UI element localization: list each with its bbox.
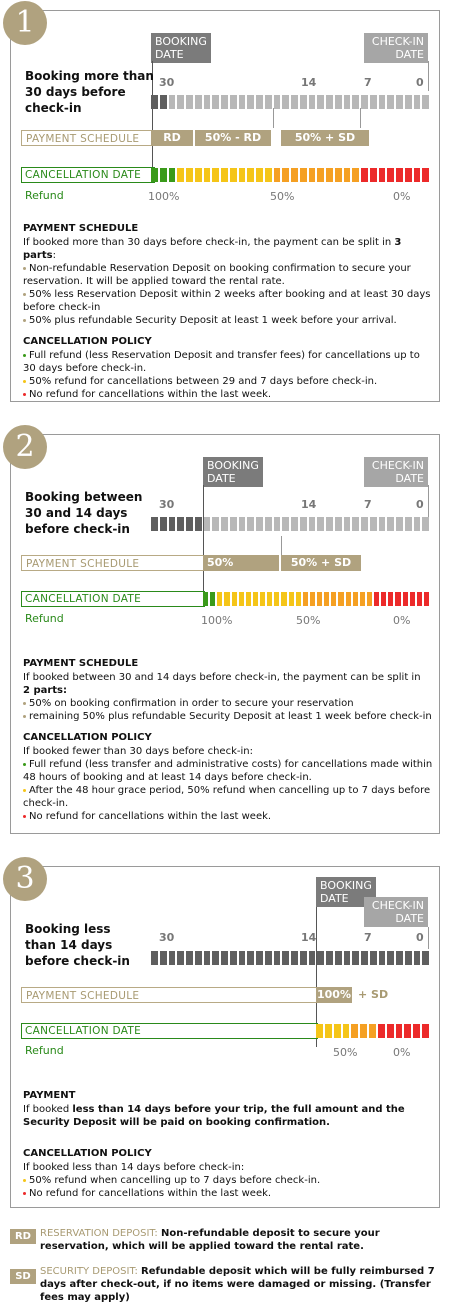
bar-segment <box>387 1024 394 1038</box>
bar-segment <box>186 95 193 109</box>
bar-segment <box>360 1024 367 1038</box>
bar-segment <box>221 95 228 109</box>
bar-segment <box>403 592 408 606</box>
payment-schedule-heading: PAYMENT SCHEDULE <box>23 658 139 669</box>
bar-segment <box>422 951 429 965</box>
bar-segment <box>186 951 193 965</box>
bar-segment <box>151 951 158 965</box>
bar-segment <box>282 517 289 531</box>
bar-segment <box>195 95 202 109</box>
bar-segment <box>151 517 158 531</box>
bar-segment <box>387 517 394 531</box>
bar-segment <box>281 592 286 606</box>
bar-segment <box>335 168 342 182</box>
bar-segment <box>352 517 359 531</box>
bar-segment <box>309 95 316 109</box>
bar-segment <box>344 517 351 531</box>
bar-segment <box>177 951 184 965</box>
bar-segment <box>324 592 329 606</box>
bar-segment <box>326 168 333 182</box>
pct-100: 100% <box>148 190 180 203</box>
bar-segment <box>160 95 167 109</box>
bar-segment <box>274 95 281 109</box>
bar-segment <box>414 168 421 182</box>
bar-segment <box>317 95 324 109</box>
bar-segment <box>370 517 377 531</box>
payment-intro: If booked less than 14 days before your trip, the full amount and the Security Deposit will be paid on booking confirmation. <box>23 1104 405 1128</box>
bar-segment <box>265 951 272 965</box>
cancellation-policy-heading: CANCELLATION POLICY <box>23 336 152 347</box>
bar-segment <box>246 592 251 606</box>
bar-segment <box>369 1024 376 1038</box>
bar-segment <box>177 517 184 531</box>
tick-30: 30 <box>159 498 175 511</box>
bar-segment <box>239 592 244 606</box>
bar-segment <box>274 592 279 606</box>
bar-segment <box>300 95 307 109</box>
tick-0: 0 <box>416 76 424 89</box>
bar-segment <box>338 592 343 606</box>
bar-segment <box>195 951 202 965</box>
check-in-date-header: CHECK-IN DATE <box>364 457 428 487</box>
bar-segment <box>204 517 211 531</box>
bar-segment <box>367 592 372 606</box>
bar-segment <box>169 951 176 965</box>
bar-segment <box>224 592 229 606</box>
rd-legend-text: RESERVATION DEPOSIT: Non-refundable deposit to secure your reservation, which will be applied toward the rental rate. <box>40 1228 380 1252</box>
pct-100: 100% <box>201 614 233 627</box>
bar-segment <box>387 95 394 109</box>
bar-segment <box>274 517 281 531</box>
bar-segment <box>381 592 386 606</box>
bar-segment <box>326 95 333 109</box>
bar-segment <box>331 592 336 606</box>
payment-segment-100: 100% <box>317 988 351 1001</box>
bar-segment <box>247 168 254 182</box>
bar-segment <box>379 95 386 109</box>
bar-segment <box>256 168 263 182</box>
bar-segment <box>210 592 215 606</box>
bar-segment <box>169 168 176 182</box>
bar-segment <box>310 592 315 606</box>
bar-segment <box>239 951 246 965</box>
bar-segment <box>317 168 324 182</box>
bar-segment <box>256 95 263 109</box>
tick-14: 14 <box>301 76 317 89</box>
section-1-panel <box>10 5 440 402</box>
bar-segment <box>265 517 272 531</box>
policy-item: No refund for cancellations within the last week. <box>23 388 433 401</box>
bar-segment <box>387 168 394 182</box>
bar-segment <box>414 95 421 109</box>
bar-segment <box>230 517 237 531</box>
booking-date-header: BOOKING DATE <box>151 33 211 63</box>
payment-segment-50-sd: 50% + SD <box>281 555 361 571</box>
section-3-panel <box>10 861 440 1208</box>
tick-0: 0 <box>416 498 424 511</box>
bar-segment <box>405 168 412 182</box>
bar-segment <box>422 95 429 109</box>
bar-segment <box>361 951 368 965</box>
bar-segment <box>335 951 342 965</box>
bar-segment <box>265 168 272 182</box>
bar-segment <box>282 951 289 965</box>
bar-segment <box>212 95 219 109</box>
bar-segment <box>344 168 351 182</box>
policy-intro: If booked less than 14 days before check-in: <box>23 1162 245 1173</box>
tick-7: 7 <box>364 498 372 511</box>
bar-segment <box>335 95 342 109</box>
bar-segment <box>317 592 322 606</box>
bar-segment <box>343 1024 350 1038</box>
bar-segment <box>396 1024 403 1038</box>
bar-segment <box>334 1024 341 1038</box>
bar-segment <box>361 517 368 531</box>
bar-segment <box>303 592 308 606</box>
cancellation-policy-heading: CANCELLATION POLICY <box>23 1148 152 1159</box>
bar-segment <box>422 1024 429 1038</box>
bar-segment <box>379 517 386 531</box>
bar-segment <box>379 168 386 182</box>
payment-heading: PAYMENT <box>23 1090 76 1101</box>
tick-14: 14 <box>301 931 317 944</box>
bar-segment <box>370 168 377 182</box>
bar-segment <box>186 168 193 182</box>
bar-segment <box>247 517 254 531</box>
booking-window-label: Booking between 30 and 14 days before check-in <box>25 490 143 536</box>
booking-marker-line <box>203 485 204 603</box>
ps-divider-7 <box>360 108 361 128</box>
bar-segment <box>317 951 324 965</box>
bar-segment <box>395 592 400 606</box>
bar-segment <box>217 592 222 606</box>
bar-segment <box>256 517 263 531</box>
pct-0: 0% <box>393 1046 411 1059</box>
tick-0: 0 <box>416 931 424 944</box>
bar-segment <box>212 951 219 965</box>
bar-segment <box>422 168 429 182</box>
rd-legend-badge: RD <box>10 1229 36 1244</box>
bar-segment <box>417 592 422 606</box>
bar-segment <box>378 1024 385 1038</box>
tick-30: 30 <box>159 931 175 944</box>
bar-segment <box>267 592 272 606</box>
ps-divider-14 <box>273 108 274 128</box>
bar-segment <box>405 517 412 531</box>
bar-segment <box>160 517 167 531</box>
bar-segment <box>212 168 219 182</box>
payment-segment-50-sd: 50% + SD <box>281 130 369 146</box>
bar-segment <box>195 517 202 531</box>
cancellation-date-label: CANCELLATION DATE <box>21 167 155 183</box>
bar-segment <box>204 168 211 182</box>
bar-segment <box>353 592 358 606</box>
bar-segment <box>239 95 246 109</box>
bar-segment <box>296 592 301 606</box>
payment-schedule-label: PAYMENT SCHEDULE <box>21 555 205 571</box>
bar-segment <box>274 951 281 965</box>
bar-segment <box>160 951 167 965</box>
bar-segment <box>232 592 237 606</box>
bar-segment <box>274 168 281 182</box>
check-in-marker-line <box>428 61 429 91</box>
bar-segment <box>316 1024 323 1038</box>
bar-segment <box>309 168 316 182</box>
bar-segment <box>221 168 228 182</box>
booking-date-header: BOOKING DATE <box>203 457 263 487</box>
bar-segment <box>230 95 237 109</box>
bar-segment <box>335 517 342 531</box>
bar-segment <box>361 95 368 109</box>
bar-segment <box>414 517 421 531</box>
tick-7: 7 <box>364 76 372 89</box>
bar-segment <box>326 951 333 965</box>
cancellation-policy-heading: CANCELLATION POLICY <box>23 732 152 743</box>
bar-segment <box>260 592 265 606</box>
policy-item: 50% refund when cancelling up to 7 days before check-in. <box>23 1174 433 1187</box>
refund-timeline-bar <box>203 592 429 606</box>
section-number-badge: 2 <box>3 425 47 469</box>
bar-segment <box>326 517 333 531</box>
payment-intro: If booked more than 30 days before check-in, the payment can be split in 3 parts: <box>23 237 402 261</box>
bar-segment <box>370 951 377 965</box>
bar-segment <box>405 95 412 109</box>
bar-segment <box>203 592 208 606</box>
bar-segment <box>424 592 429 606</box>
bar-segment <box>360 592 365 606</box>
bar-segment <box>404 1024 411 1038</box>
bar-segment <box>177 168 184 182</box>
bar-segment <box>239 517 246 531</box>
bar-segment <box>405 951 412 965</box>
refund-label: Refund <box>25 612 64 625</box>
pct-50: 50% <box>296 614 321 627</box>
section-2-text <box>23 657 433 823</box>
bar-segment <box>253 592 258 606</box>
bar-segment <box>396 517 403 531</box>
section-number-badge: 1 <box>3 1 47 45</box>
tick-7: 7 <box>364 931 372 944</box>
bar-segment <box>396 951 403 965</box>
payment-schedule-heading: PAYMENT SCHEDULE <box>23 223 139 234</box>
bar-segment <box>256 951 263 965</box>
bar-segment <box>352 95 359 109</box>
bar-segment <box>352 951 359 965</box>
bar-segment <box>309 951 316 965</box>
payment-segment-rd: RD <box>151 130 193 146</box>
ps-divider-14 <box>281 536 282 556</box>
section-1-text <box>23 222 433 401</box>
policy-intro: If booked fewer than 30 days before check-in: <box>23 746 253 757</box>
policy-item: Full refund (less transfer and administrative costs) for cancellations made within 48 hours of booking and at least 14 days before check-in. <box>23 759 433 783</box>
bar-segment <box>361 168 368 182</box>
bar-segment <box>221 517 228 531</box>
bar-segment <box>300 168 307 182</box>
bar-segment <box>344 95 351 109</box>
bar-segment <box>230 951 237 965</box>
policy-item: Full refund (less Reservation Deposit and transfer fees) for cancellations up to 30 days before check-in. <box>23 350 420 374</box>
bar-segment <box>247 951 254 965</box>
section-2-panel <box>10 429 440 834</box>
policy-item: No refund for cancellations within the last week. <box>23 810 433 823</box>
bar-segment <box>374 592 379 606</box>
bar-segment <box>221 951 228 965</box>
refund-timeline-bar <box>151 168 429 182</box>
bar-segment <box>300 517 307 531</box>
bar-segment <box>414 951 421 965</box>
bar-segment <box>413 1024 420 1038</box>
bar-segment <box>325 1024 332 1038</box>
bar-segment <box>265 95 272 109</box>
tick-14: 14 <box>301 498 317 511</box>
payment-item: 50% less Reservation Deposit within 2 weeks after booking and at least 30 days before check-in <box>23 289 431 313</box>
payment-item: remaining 50% plus refundable Security Deposit at least 1 week before check-in <box>23 710 433 723</box>
bar-segment <box>230 168 237 182</box>
days-timeline-bar <box>151 951 429 965</box>
refund-timeline-bar <box>316 1024 429 1038</box>
bar-segment <box>212 517 219 531</box>
payment-segment-50: 50% <box>203 555 279 571</box>
refund-label: Refund <box>25 189 64 202</box>
bar-segment <box>300 951 307 965</box>
bar-segment <box>151 95 158 109</box>
pct-0: 0% <box>393 614 411 627</box>
payment-item: 50% plus refundable Security Deposit at least 1 week before your arrival. <box>23 314 433 327</box>
bar-segment <box>379 951 386 965</box>
payment-item: Non-refundable Reservation Deposit on booking confirmation to secure your reservation. It will be applied toward the rental rate. <box>23 263 411 287</box>
pct-50: 50% <box>270 190 295 203</box>
bar-segment <box>204 95 211 109</box>
booking-date-header: BOOKING DATE <box>316 877 376 907</box>
policy-item: After the 48 hour grace period, 50% refund when cancelling up to 7 days before check-in. <box>23 785 431 809</box>
bar-segment <box>289 592 294 606</box>
check-in-marker-line <box>428 485 429 517</box>
bar-segment <box>344 951 351 965</box>
pct-50: 50% <box>333 1046 358 1059</box>
bar-segment <box>169 95 176 109</box>
sd-legend-badge: SD <box>10 1269 36 1284</box>
bar-segment <box>282 168 289 182</box>
bar-segment <box>317 517 324 531</box>
cancellation-date-label: CANCELLATION DATE <box>21 591 205 607</box>
bar-segment <box>422 517 429 531</box>
payment-schedule-label: PAYMENT SCHEDULE <box>21 987 318 1003</box>
payment-item: 50% on booking confirmation in order to secure your reservation <box>23 697 433 710</box>
payment-segment-50-rd: 50% - RD <box>195 130 271 146</box>
bar-segment <box>204 951 211 965</box>
sd-legend-text: SECURITY DEPOSIT: Refundable deposit which will be fully reimbursed 7 days after check-out, if no items were damaged or missing. (Transfer fees may apply) <box>40 1266 435 1303</box>
booking-window-label: Booking less than 14 days before check-in <box>25 922 130 968</box>
days-timeline-bar <box>151 517 429 531</box>
payment-schedule-label: PAYMENT SCHEDULE <box>21 130 153 146</box>
bar-segment <box>410 592 415 606</box>
bar-segment <box>195 168 202 182</box>
check-in-marker-line <box>428 927 429 949</box>
bar-segment <box>151 168 158 182</box>
section-3-text <box>23 1089 433 1200</box>
bar-segment <box>309 517 316 531</box>
bar-segment <box>291 951 298 965</box>
bar-segment <box>396 168 403 182</box>
refund-label: Refund <box>25 1044 64 1057</box>
bar-segment <box>239 168 246 182</box>
bar-segment <box>169 517 176 531</box>
bar-segment <box>247 95 254 109</box>
cancellation-date-label: CANCELLATION DATE <box>21 1023 318 1039</box>
bar-segment <box>160 168 167 182</box>
bar-segment <box>388 592 393 606</box>
bar-segment <box>396 95 403 109</box>
bar-segment <box>351 1024 358 1038</box>
tick-30: 30 <box>159 76 175 89</box>
payment-intro: If booked between 30 and 14 days before check-in, the payment can be split in 2 parts: <box>23 672 421 696</box>
booking-window-label: Booking more than 30 days before check-in <box>25 69 154 115</box>
bar-segment <box>282 95 289 109</box>
bar-segment <box>387 951 394 965</box>
plus-sd-label: + SD <box>358 988 389 1001</box>
bar-segment <box>370 95 377 109</box>
bar-segment <box>177 95 184 109</box>
bar-segment <box>291 517 298 531</box>
section-number-badge: 3 <box>3 857 47 901</box>
bar-segment <box>291 168 298 182</box>
pct-0: 0% <box>393 190 411 203</box>
bar-segment <box>291 95 298 109</box>
bar-segment <box>186 517 193 531</box>
days-timeline-bar <box>151 95 429 109</box>
bar-segment <box>346 592 351 606</box>
bar-segment <box>352 168 359 182</box>
policy-item: 50% refund for cancellations between 29 and 7 days before check-in. <box>23 375 433 388</box>
check-in-date-header: CHECK-IN DATE <box>364 33 428 63</box>
check-in-date-header: CHECK-IN DATE <box>364 897 428 927</box>
policy-item: No refund for cancellations within the last week. <box>23 1187 433 1200</box>
